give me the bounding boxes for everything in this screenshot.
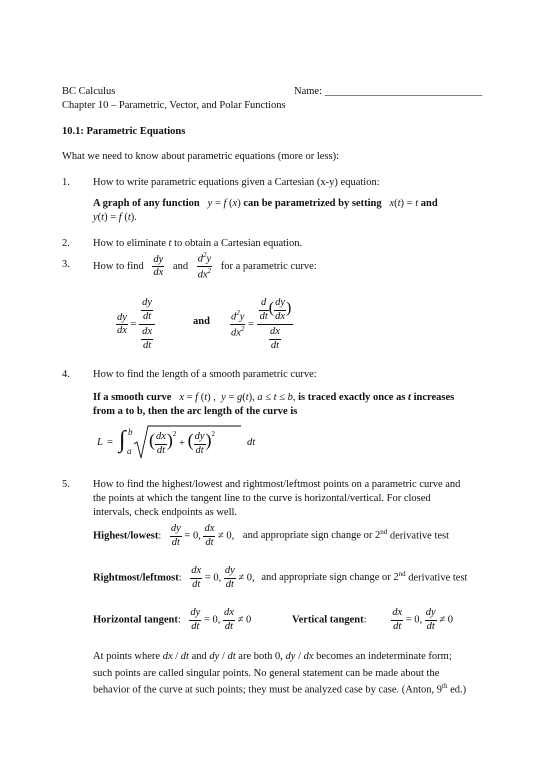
- d2ydx2-formula: $\frac{d^2y}{dx^2}$ = $\frac{d}{dt}$ ( $\frac{dy}{dx}$ ) $\frac{dx}{dt}$: [231, 297, 292, 351]
- math-x-equals-t: x(t) = t: [389, 198, 419, 209]
- item-number: 4.: [62, 369, 70, 380]
- chapter-title: Chapter 10 – Parametric, Vector, and Polar Functions: [62, 100, 286, 111]
- item-number: 3.: [62, 259, 70, 270]
- course-title: BC Calculus: [62, 86, 116, 97]
- intro-text: What we need to know about parametric equations (more or less):: [62, 151, 339, 162]
- item-number: 5.: [62, 479, 70, 490]
- item-5-line2: the points at which the tangent line to the curve is horizontal/vertical. For closed: [93, 493, 431, 504]
- highest-lowest-condition: Highest/lowest: $\frac{dy}{dt}$ = 0, $\frac{dx}{dt}$ ≠ 0, and appropriate sign change or 2nd derivative test: [93, 523, 450, 548]
- singular-note-line3: behavior of the curve at such points; they must be analyzed case by case. (Anton, 9th ed.): [93, 682, 467, 696]
- name-blank: ______________________________: [324, 86, 483, 97]
- item-number: 2.: [62, 238, 70, 249]
- item-4-statement-line1: If a smooth curve x = f (t) , y = g(t), a ≤ t ≤ b, is traced exactly once as t increases: [93, 392, 455, 403]
- vertical-tangent-condition: Vertical tangent: $\frac{dx}{dt}$ = 0, $\frac{dy}{dt}$ ≠ 0: [292, 607, 453, 632]
- rightmost-leftmost-condition: Rightmost/leftmost: $\frac{dx}{dt}$ = 0, $\frac{dy}{dt}$ ≠ 0, and appropriate sign change or 2nd derivative test: [93, 565, 468, 590]
- singular-note-line2: such points are called singular points. No general statement can be made about the: [93, 668, 440, 679]
- and-label: and: [193, 316, 210, 327]
- math-y-equals-ft: y(t) = f (t).: [93, 212, 137, 223]
- item-4-statement-line2: from a to b, then the arc length of the curve is: [93, 406, 298, 417]
- item-number: 1.: [62, 177, 70, 188]
- name-label: Name:: [294, 86, 322, 97]
- item-5-line3: intervals, check endpoints as well.: [93, 507, 238, 518]
- math-y-equals-fx: y = f (x): [207, 198, 241, 209]
- item-3-text: How to find $\frac{dy}{dx}$ and $\frac{d^2y}{dx^2}$ for a parametric curve:: [93, 251, 317, 281]
- item-4-text: How to find the length of a smooth parametric curve:: [93, 369, 317, 380]
- section-title: 10.1: Parametric Equations: [62, 126, 186, 137]
- name-line: [294, 86, 482, 97]
- dydx-formula: $\frac{dy}{dx}$ = $\frac{\frac{dy}{dt}}{\frac{dx}{dt}}$: [116, 298, 155, 351]
- horizontal-tangent-condition: Horizontal tangent: $\frac{dy}{dt}$ = 0, $\frac{dx}{dt}$ ≠ 0: [93, 607, 252, 632]
- singular-note-line1: At points where dx / dt and dy / dt are both 0, dy / dx becomes an indeterminate form;: [93, 651, 452, 662]
- item-2-text: How to eliminate t to obtain a Cartesian equation.: [93, 238, 303, 249]
- item-1-text: How to write parametric equations given a Cartesian (x-y) equation:: [93, 177, 380, 188]
- item-1-statement-line1: A graph of any function y = f (x) can be parametrized by setting x(t) = t and: [93, 198, 438, 209]
- item-5-line1: How to find the highest/lowest and rightmost/leftmost points on a parametric curve and: [93, 479, 461, 490]
